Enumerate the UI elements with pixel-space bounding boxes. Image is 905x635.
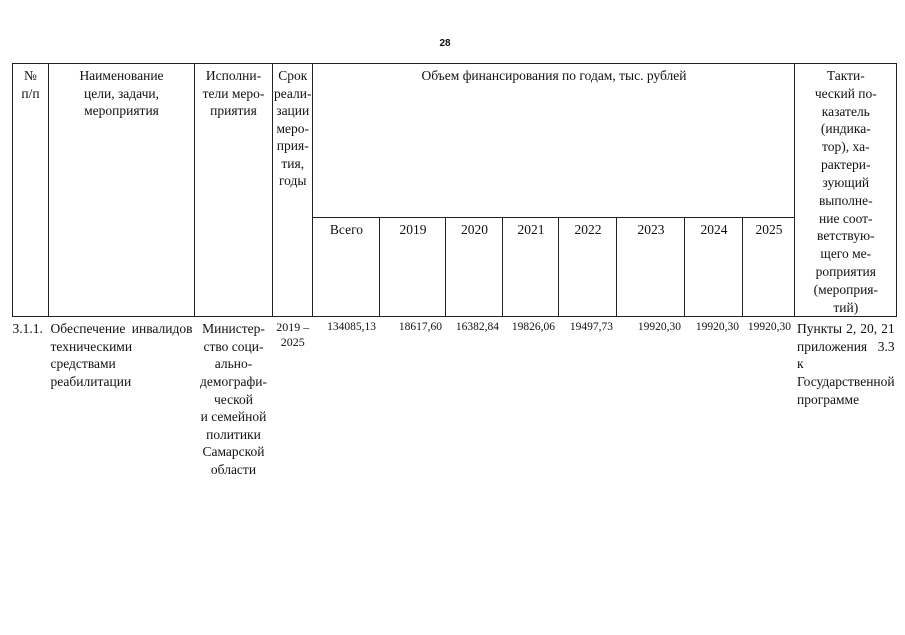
header-period (273, 64, 313, 317)
row-name: Обеспечение инвалидов техническими средствами реабилитации (50, 321, 193, 390)
header-year-2023 (617, 218, 685, 317)
header-period-label: Срок реали- зации меро- прия- тия, годы (274, 68, 312, 189)
row-value-2022: 19497,73 (569, 321, 613, 334)
header-indicator-label: Такти- ческий по- казатель (индика- тор), ха- рактери- зующий выполне- ние соот- ветствую- щего ме- роприятия (мероприя- тий) (813, 68, 879, 315)
header-year-label: 2022 (574, 222, 602, 238)
header-year-label: 2020 (460, 222, 488, 238)
row-executor: Министер- ство соци- ально- демографи- ческой и семейной политики Самарской области (200, 321, 267, 477)
header-name-label: Наименование цели, задачи, мероприятия (79, 68, 164, 119)
header-number (13, 64, 49, 317)
row-indicator: Пункты 2, 20, 21 приложения 3.3 к Государственной программе (796, 321, 895, 407)
header-year-label: 2021 (517, 222, 545, 238)
row-total: 134085,13 (327, 321, 376, 334)
header-number-label: № п/п (21, 68, 40, 101)
header-year-label: 2025 (755, 222, 783, 238)
header-year-2020 (446, 218, 503, 317)
header-financing-label: Объем финансирования по годам, тыс. рублей (421, 68, 687, 83)
header-indicator (795, 64, 897, 317)
header-year-2025 (743, 218, 795, 317)
row-value-2023: 19920,30 (637, 321, 681, 334)
financing-table (12, 63, 897, 478)
row-value-2024: 19920,30 (695, 321, 739, 334)
header-year-2021 (503, 218, 559, 317)
header-financing (313, 64, 795, 218)
header-year-label: 2024 (700, 222, 728, 238)
table-row (13, 317, 897, 478)
page-number: 28 (439, 38, 451, 49)
header-year-2019 (380, 218, 446, 317)
row-value-2025: 19920,30 (747, 321, 791, 334)
header-name (49, 64, 195, 317)
header-total (313, 218, 380, 317)
row-value-2021: 19826,06 (511, 321, 555, 334)
row-value-2019: 18617,60 (398, 321, 442, 334)
header-year-2022 (559, 218, 617, 317)
header-year-2024 (685, 218, 743, 317)
header-year-label: 2023 (637, 222, 665, 238)
row-number: 3.1.1. (12, 321, 43, 337)
header-executors (195, 64, 273, 317)
header-total-label: Всего (329, 222, 364, 238)
header-executors-label: Исполни- тели меро- приятия (202, 68, 265, 119)
row-value-2020: 16382,84 (455, 321, 499, 334)
header-year-label: 2019 (399, 222, 427, 238)
row-period: 2019 – 2025 (276, 320, 310, 349)
